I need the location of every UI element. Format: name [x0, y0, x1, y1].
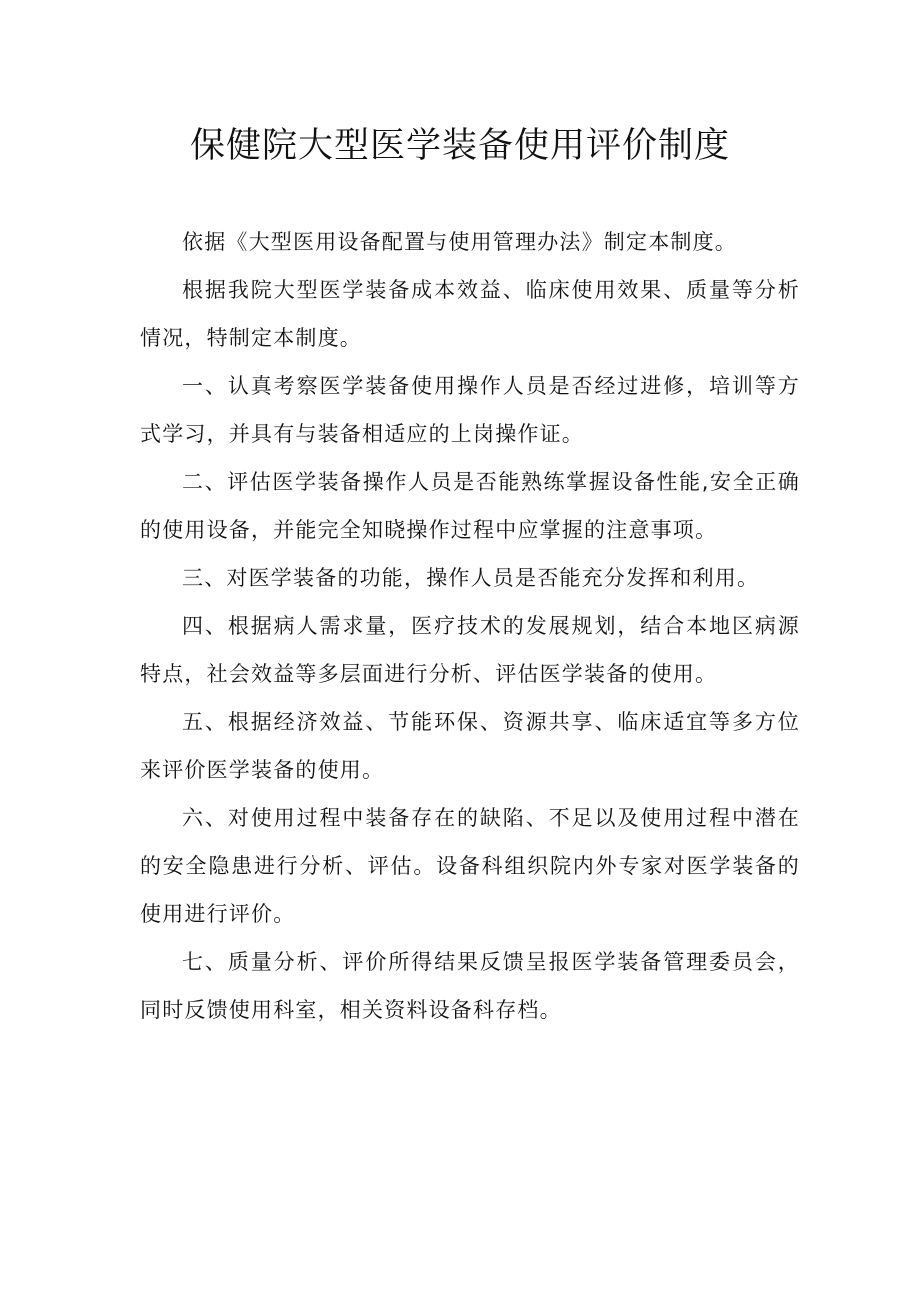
- paragraph-purpose: 根据我院大型医学装备成本效益、临床使用效果、质量等分析情况，特制定本制度。: [140, 278, 800, 350]
- paragraph-item-4: 四、根据病人需求量，医疗技术的发展规划，结合本地区病源特点，社会效益等多层面进行分析、评估医学装备的使用。: [140, 614, 800, 686]
- paragraph-item-2: 二、评估医学装备操作人员是否能熟练掌握设备性能,安全正确的使用设备，并能完全知晓操作过程中应掌握的注意事项。: [140, 470, 800, 542]
- paragraph-basis: 依据《大型医用设备配置与使用管理办法》制定本制度。: [182, 230, 737, 254]
- paragraph-item-1: 一、认真考察医学装备使用操作人员是否经过进修，培训等方式学习，并具有与装备相适应的上岗操作证。: [140, 374, 800, 446]
- document-body: [140, 218, 800, 1034]
- paragraph-item-6: 六、对使用过程中装备存在的缺陷、不足以及使用过程中潜在的安全隐患进行分析、评估。设备科组织院内外专家对医学装备的使用进行评价。: [140, 806, 800, 926]
- paragraph-item-3: 三、对医学装备的功能，操作人员是否能充分发挥和利用。: [182, 566, 760, 590]
- paragraph-item-5: 五、根据经济效益、节能环保、资源共享、临床适宜等多方位来评价医学装备的使用。: [140, 710, 800, 782]
- paragraph-item-7: 七、质量分析、评价所得结果反馈呈报医学装备管理委员会，同时反馈使用科室，相关资料设备科存档。: [140, 950, 800, 1022]
- document-title: 保健院大型医学装备使用评价制度: [189, 126, 730, 166]
